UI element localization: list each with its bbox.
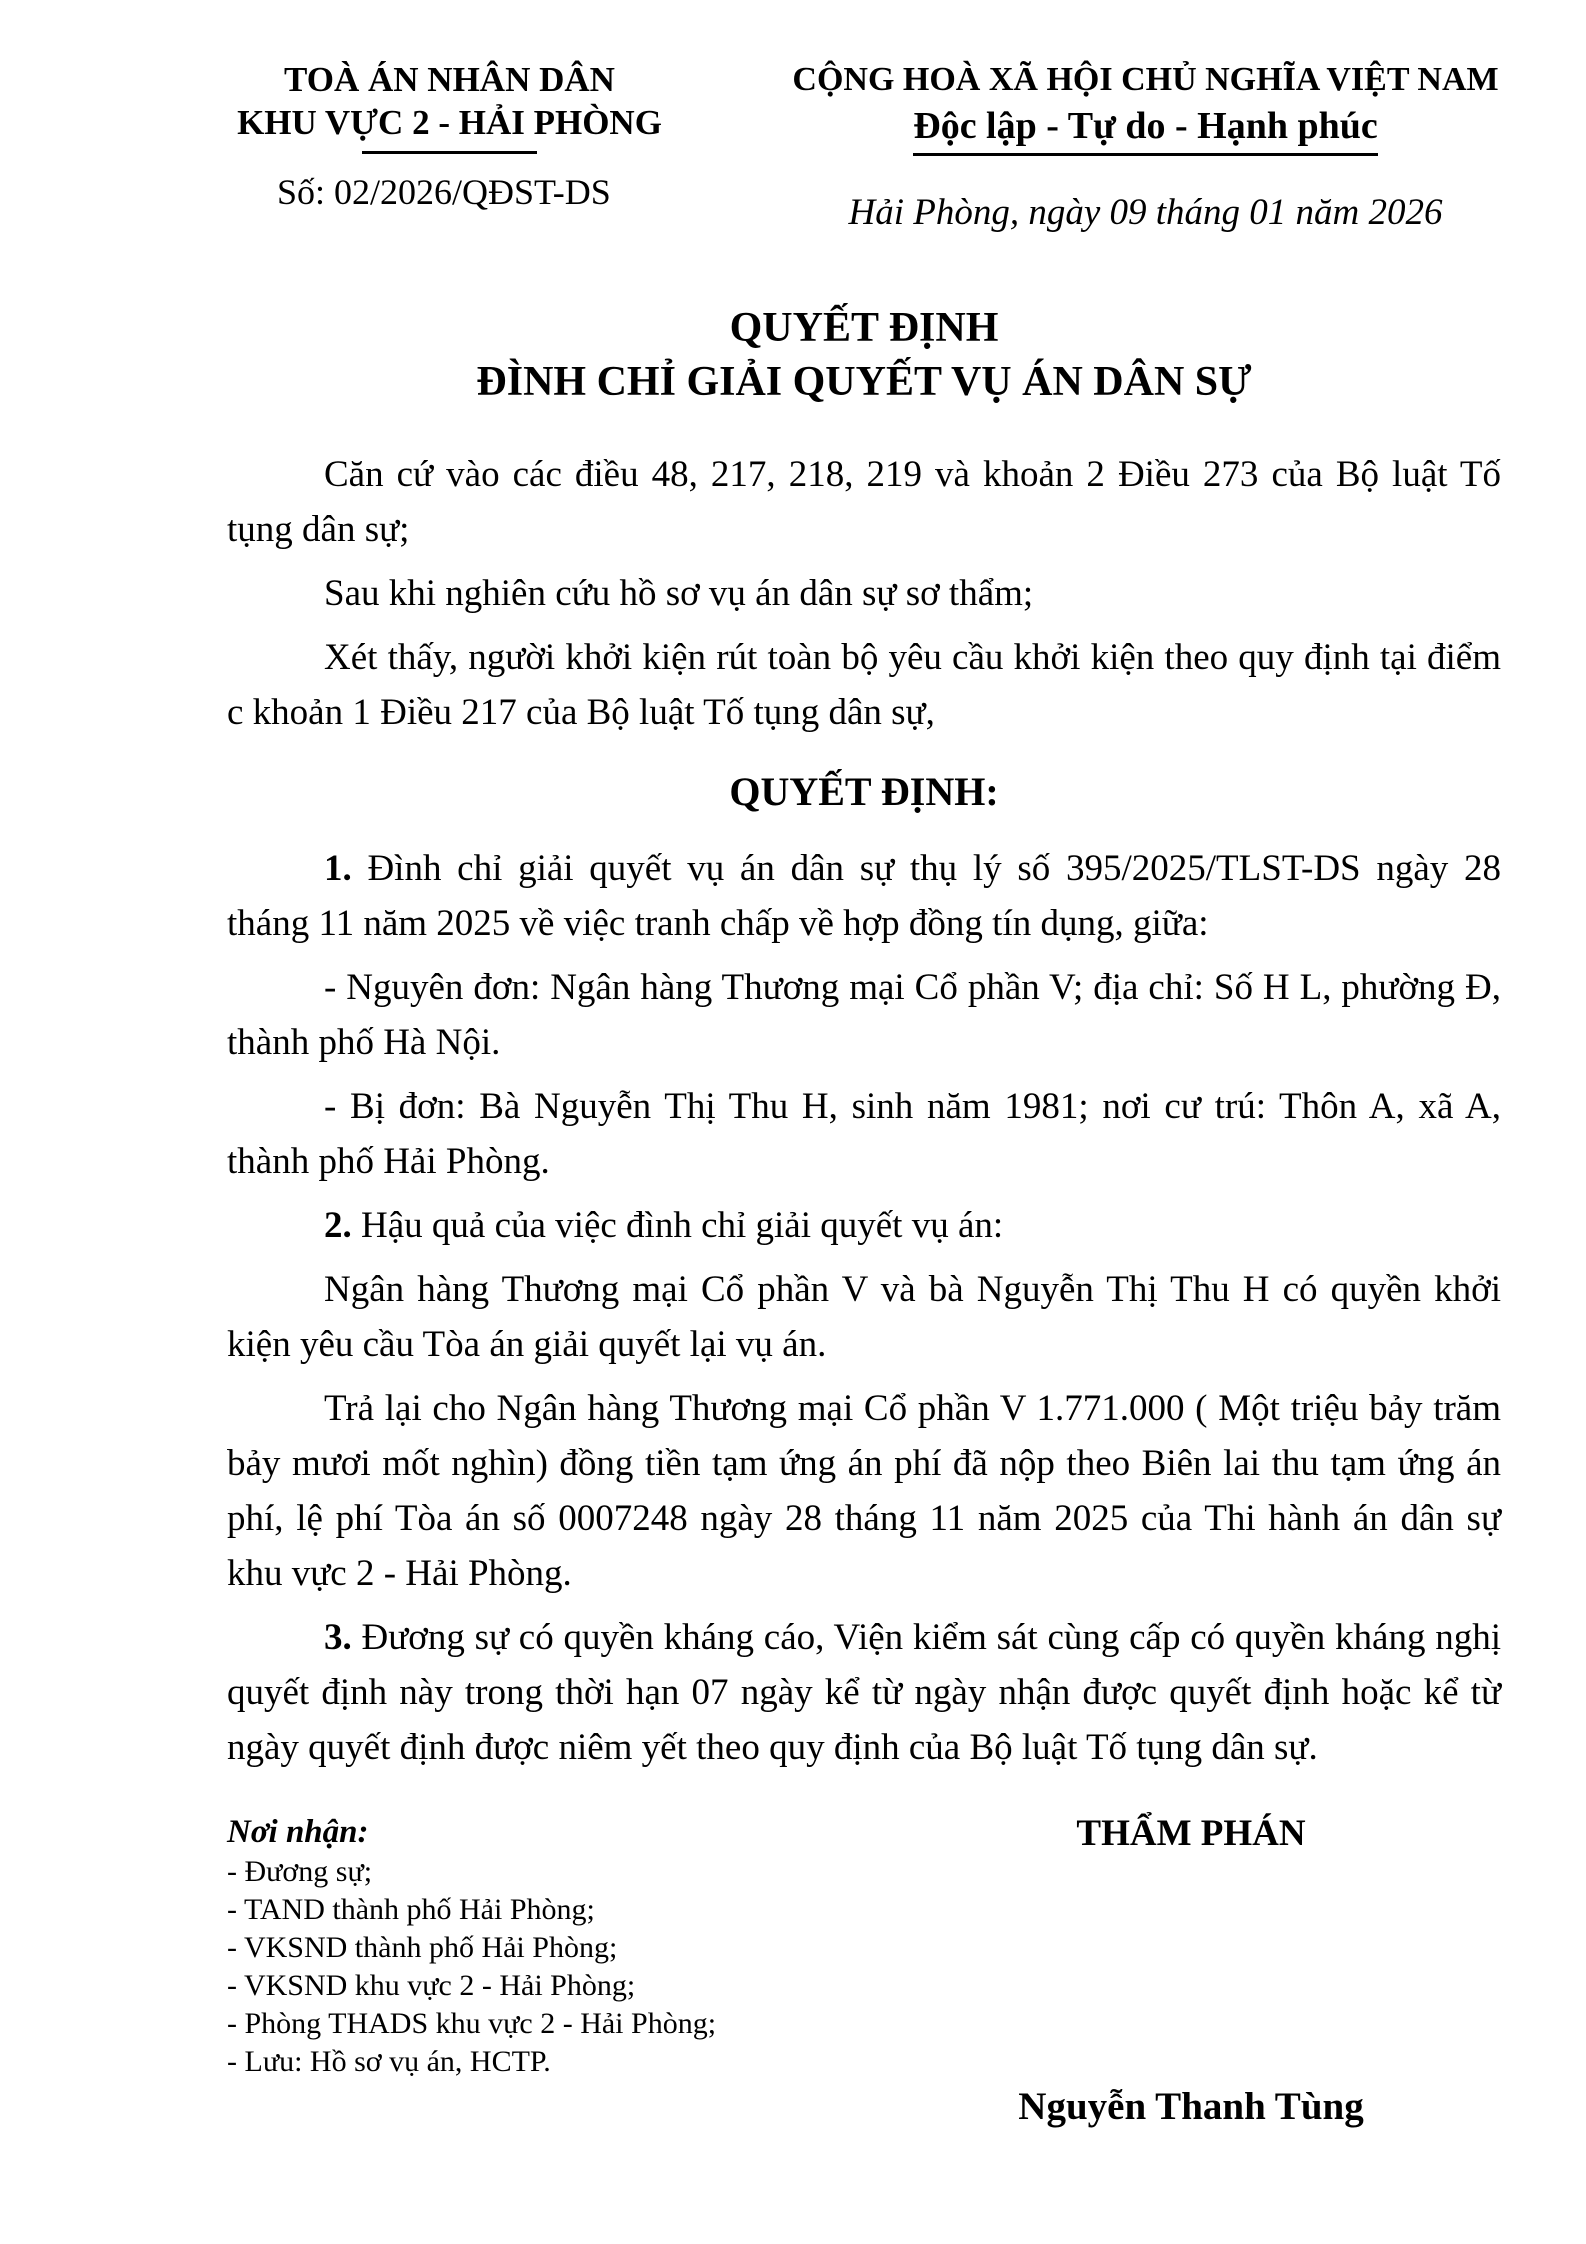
national-motto-line2: Độc lập - Tự do - Hạnh phúc [913, 103, 1378, 156]
preamble-paragraph: Xét thấy, người khởi kiện rút toàn bộ yêu cầu khởi kiện theo quy định tại điểm c khoản 1 Điều 217 của Bộ luật Tố tụng dân sự, [227, 637, 1501, 733]
court-name-divider [362, 151, 537, 154]
recipient-item: - Lưu: Hồ sơ vụ án, HCTP. [227, 2045, 551, 2078]
article-text: Hậu quả của việc đình chỉ giải quyết vụ án: [351, 1205, 1004, 1246]
article-paragraph [227, 1198, 1501, 1253]
article-paragraph [227, 1079, 1501, 1189]
judge-name: Nguyễn Thanh Tùng [1018, 2085, 1364, 2128]
article-text: Ngân hàng Thương mại Cổ phần V và bà Nguyễn Thị Thu H có quyền khởi kiện yêu cầu Tòa án giải quyết lại vụ án. [227, 1269, 1501, 1365]
document-title-line2: ĐÌNH CHỈ GIẢI QUYẾT VỤ ÁN DÂN SỰ [476, 359, 1252, 405]
recipient-item: - VKSND thành phố Hải Phòng; [227, 1931, 618, 1964]
article-paragraph [227, 960, 1501, 1070]
place-date-line: Hải Phòng, ngày 09 tháng 01 năm 2026 [848, 192, 1443, 233]
document-title-line1: QUYẾT ĐỊNH [729, 305, 999, 351]
document-footer [227, 1811, 1501, 2131]
court-name-line1: TOÀ ÁN NHÂN DÂN [284, 60, 615, 99]
document-body [227, 447, 1501, 1775]
document-header [227, 58, 1501, 235]
national-motto-line1: CỘNG HOÀ XÃ HỘI CHỦ NGHĨA VIỆT NAM [792, 61, 1499, 98]
article-number: 2. [324, 1205, 352, 1246]
recipient-item: - TAND thành phố Hải Phòng; [227, 1893, 595, 1926]
recipient-item: - VKSND khu vực 2 - Hải Phòng; [227, 1969, 636, 2002]
article-text: - Nguyên đơn: Ngân hàng Thương mại Cổ phần V; địa chỉ: Số H L, phường Đ, thành phố Hà Nội. [227, 967, 1501, 1063]
article-paragraph [227, 841, 1501, 951]
article-text: Đương sự có quyền kháng cáo, Viện kiểm sát cùng cấp có quyền kháng nghị quyết định này trong thời hạn 07 ngày kể từ ngày nhận được quyết định hoặc kể từ ngày quyết định được niêm yết theo quy định của Bộ luật Tố tụng dân sự. [227, 1617, 1501, 1768]
national-motto-line2-wrap [790, 103, 1501, 156]
recipients-block [227, 1811, 867, 2131]
court-name-block [227, 58, 672, 214]
recipient-item: - Phòng THADS khu vực 2 - Hải Phòng; [227, 2007, 717, 2040]
article-paragraph [227, 1381, 1501, 1601]
document-number: Số: 02/2026/QĐST-DS [277, 172, 611, 212]
article-text: Trả lại cho Ngân hàng Thương mại Cổ phần V 1.771.000 ( Một triệu bảy trăm bảy mươi mốt nghìn) đồng tiền tạm ứng án phí đã nộp theo Biên lai thu tạm ứng án phí, lệ phí Tòa án số 0007248 ngày 28 tháng 11 năm 2025 của Thi hành án dân sự khu vực 2 - Hải Phòng. [227, 1388, 1501, 1594]
decision-heading: QUYẾT ĐỊNH: [729, 769, 999, 814]
preamble-paragraph: Sau khi nghiên cứu hồ sơ vụ án dân sự sơ thẩm; [324, 573, 1034, 614]
article-number: 3. [324, 1617, 352, 1658]
article-text: - Bị đơn: Bà Nguyễn Thị Thu H, sinh năm 1981; nơi cư trú: Thôn A, xã A, thành phố Hải Phòng. [227, 1086, 1501, 1182]
document-title [227, 301, 1501, 409]
recipients-label: Nơi nhận: [227, 1814, 369, 1850]
article-number: 1. [324, 848, 352, 889]
article-paragraph [227, 1262, 1501, 1372]
judge-title: THẨM PHÁN [1076, 1813, 1306, 1854]
court-name-line2: KHU VỰC 2 - HẢI PHÒNG [237, 103, 662, 142]
signature-block [881, 1811, 1501, 2131]
article-paragraph [227, 1610, 1501, 1775]
article-text: Đình chỉ giải quyết vụ án dân sự thụ lý số 395/2025/TLST-DS ngày 28 tháng 11 năm 2025 về việc tranh chấp về hợp đồng tín dụng, giữa: [227, 848, 1501, 944]
national-header-block [790, 58, 1501, 235]
preamble-paragraph: Căn cứ vào các điều 48, 217, 218, 219 và khoản 2 Điều 273 của Bộ luật Tố tụng dân sự; [227, 454, 1501, 550]
recipient-item: - Đương sự; [227, 1855, 373, 1888]
